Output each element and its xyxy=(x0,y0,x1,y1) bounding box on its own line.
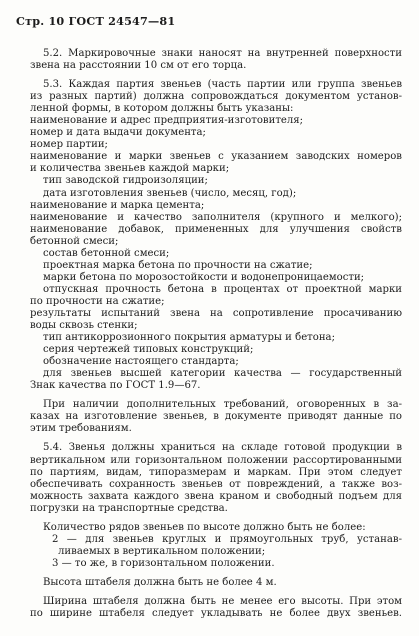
text-line: проектная марка бетона по прочности на сжатие; xyxy=(43,259,313,271)
text-line: тип антикоррозионного покрытия арматуры и бетона; xyxy=(43,332,335,344)
text-line: можность захвата каждого звена краном и свободный подъем для xyxy=(30,490,402,502)
text-line: для звеньев высшей категории качества — государственный xyxy=(43,368,402,380)
paragraph-gap xyxy=(30,570,402,577)
text-line: и количества звеньев каждой марки; xyxy=(30,163,230,175)
text-line: отпускная прочность бетона в процентах от проектной марки xyxy=(43,283,402,295)
text-line: этим требованиям. xyxy=(30,423,132,435)
text-line: номер партии; xyxy=(30,139,108,151)
text-line: 2 — для звеньев круглых и прямоугольных труб, устанав- xyxy=(52,533,402,545)
page-header: Стр. 10 ГОСТ 24547—81 xyxy=(16,14,176,28)
text-line: бетонной смеси; xyxy=(30,235,119,247)
text-line: Ширина штабеля должна быть не менее его высоты. При этом xyxy=(43,595,402,607)
text-line: обеспечивать сохранность звеньев от повреждений, а также воз- xyxy=(30,478,402,490)
text-line: марки бетона по морозостойкости и водонепроницаемости; xyxy=(43,271,365,283)
text-line: Знак качества по ГОСТ 1.9—67. xyxy=(30,380,201,392)
text-line: дата изготовления звеньев (число, месяц, год); xyxy=(43,187,297,199)
text-line: наименование и марки звеньев с указанием заводских номеров xyxy=(30,151,402,163)
text-line: звена на расстоянии 10 см от его торца. xyxy=(30,60,247,72)
text-line: тип заводской гидроизоляции; xyxy=(43,175,208,187)
text-line: казах на изготовление звеньев, в документе приводят данные по xyxy=(30,411,402,423)
text-line: 5.4. Звенья должны храниться на складе готовой продукции в xyxy=(43,442,402,454)
text-line: 5.2. Маркировочные знаки наносят на внутренней поверхности xyxy=(43,48,402,59)
text-line: серия чертежей типовых конструкций; xyxy=(43,344,254,356)
paragraph xyxy=(30,79,402,392)
text-line: по партиям, видам, типоразмерам и маркам. При этом следует xyxy=(30,466,402,478)
text-line: Высота штабеля должна быть не более 4 м. xyxy=(43,576,277,588)
text-line: ленной формы, в котором должны быть указаны: xyxy=(30,103,294,115)
text-line: по ширине штабеля следует укладывать не более двух звеньев. xyxy=(30,608,402,620)
text-line: номер и дата выдачи документа; xyxy=(30,127,206,139)
text-line: наименование добавок, примененных для улучшения свойств xyxy=(30,223,402,235)
text-line: Количество рядов звеньев по высоте должно быть не более: xyxy=(43,521,366,533)
paragraph xyxy=(30,522,402,570)
paragraph-gap xyxy=(30,589,402,596)
text-line: погрузки на транспортные средства. xyxy=(30,502,228,514)
text-line: из разных партий) должна сопровождаться документом установ- xyxy=(30,91,402,103)
text-line: по прочности на сжатие; xyxy=(30,295,165,307)
paragraph xyxy=(30,48,402,72)
text-line: вертикальном или горизонтальном положении рассортированными xyxy=(30,454,402,466)
text-line: состав бетонной смеси; xyxy=(43,247,170,259)
text-line: результаты испытаний звена на сопротивление просачиванию xyxy=(30,307,402,319)
text-line: При наличии дополнительных требований, оговоренных в за- xyxy=(43,399,402,411)
text-line: наименование и адрес предприятия-изготовителя; xyxy=(30,115,304,127)
document-body xyxy=(30,48,402,620)
paragraph-gap xyxy=(30,515,402,522)
text-line: обозначение настоящего стандарта; xyxy=(43,356,239,368)
text-line: 3 — то же, в горизонтальном положении. xyxy=(52,557,275,569)
text-line: наименование и качество заполнителя (крупного и мелкого); xyxy=(30,211,402,223)
paragraph xyxy=(30,596,402,620)
text-line: наименование и марка цемента; xyxy=(30,199,205,211)
paragraph xyxy=(30,577,402,589)
text-line: ливаемых в вертикальном положении; xyxy=(58,545,266,557)
text-line: воды сквозь стенки; xyxy=(30,320,138,332)
paragraph xyxy=(30,442,402,514)
paragraph-gap xyxy=(30,435,402,442)
text-line: 5.3. Каждая партия звеньев (часть партии или группа звеньев xyxy=(43,79,402,91)
paragraph xyxy=(30,399,402,435)
